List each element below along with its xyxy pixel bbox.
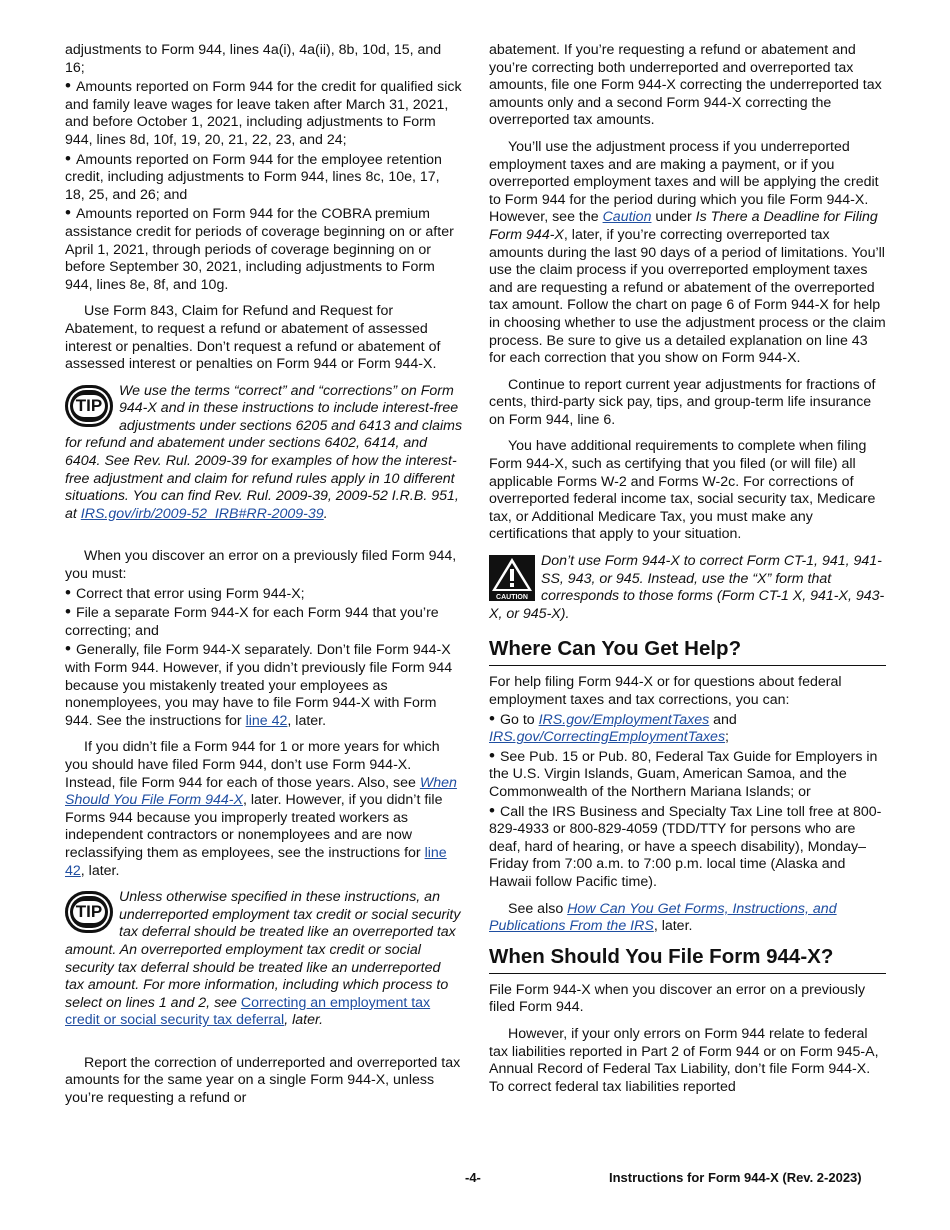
caution-icon (489, 555, 535, 601)
correcting-credit-link[interactable]: Correcting an employment tax credit or social security tax deferral (65, 994, 431, 1029)
tip-icon: TIP (65, 891, 113, 933)
caution-text: Don’t use Form 944-X to correct Form CT-1, 941, 941-SS, 943, or 945. Instead, use the “X” form that corresponds to those forms (Form CT-1 X, 941-X, 943-X, or 945-X). (489, 553, 885, 622)
adjustment-paragraph: You’ll use the adjustment process if you underreported employment taxes and are making a payment, or if you overreported employment taxes and will be applying the credit to Form 944 for the period during which you file Form 944-X. However, see the Caution under Is There a Deadline for Filing Form 944-X, later, if you’re correcting overreported tax amounts during the last 90 days of a period of limitations. You’ll use the claim process if you overreported employment taxes and are requesting a refund or abatement of the overreported tax amount. Follow the chart on page 6 of Form 944-X for help in choosing whether to use the adjustment process or the claim process. Be sure to give us a detailed explanation on line 43 for each correction that you show on Form 944-X. (489, 138, 886, 367)
form-843-paragraph: Use Form 843, Claim for Refund and Request for Abatement, to request a refund or abatement of assessed interest or penalties. Don’t request a refund or abatement of assessed interest or penalties on Form 944 or Form 944-X. (65, 303, 441, 373)
discover-intro: When you discover an error on a previously filed Form 944, you must: (65, 548, 457, 583)
however-paragraph: However, if your only errors on Form 944 relate to federal tax liabilities reported in Part 2 of Form 944 or on Form 945-A, Annual Record of Federal Tax Liability, don’t file Form 944-X. To correct federal tax liabilities reported (489, 1025, 879, 1095)
bullet-continuation: adjustments to Form 944, lines 4a(i), 4a(ii), 8b, 10d, 15, and 16; (65, 42, 442, 76)
employment-taxes-link[interactable]: IRS.gov/EmploymentTaxes (538, 711, 710, 728)
when-paragraph: File Form 944-X when you discover an error on a previously filed Form 944. (489, 981, 866, 1016)
irb-link[interactable]: IRS.gov/irb/2009-52_IRB#RR-2009-39 (80, 505, 324, 522)
see-also-paragraph: See also How Can You Get Forms, Instructions, and Publications From the IRS, later. (489, 900, 837, 935)
no-file-paragraph: If you didn’t file a Form 944 for 1 or more years for which you should have filed Form 944, don’t use Form 944-X. Instead, file Form 944 for each of those years. Also, see When Should You File Form 944-X, later. However, if you didn’t file Forms 944 because you improperly treated workers as independent contractors or nonemployees and are now reclassifying them as employees, see the instructions for line 42, later. (65, 739, 457, 879)
when-heading: When Should You File Form 944-X? (489, 945, 886, 974)
help-bullet-1: • Go to IRS.gov/EmploymentTaxes and IRS.gov/CorrectingEmploymentTaxes; (489, 710, 886, 747)
continue-paragraph: Continue to report current year adjustments for fractions of cents, third-party sick pay, tips, and group-term life insurance on Form 944, line 6. (489, 376, 876, 428)
caution-link[interactable]: Caution (602, 209, 652, 226)
tip-icon: TIP (65, 385, 113, 427)
line-42-link[interactable]: line 42 (245, 712, 288, 729)
tip-note-1: TIP We use the terms “correct” and “corrections” on Form 944-X and in these instructions to include interest-free adjustments under sections 6205 and 6413 and claims for refund and abatement under sections 6402, 6414, and 6404. See Rev. Rul. 2009-39 for examples of how the interest-free adjustment and claim for refund rules apply in 10 different situations. You can find Rev. Rul. 2009-39, 2009-52 I.R.B. 951, at IRS.gov/irb/2009-52_IRB#RR-2009-39. (65, 382, 463, 522)
help-heading: Where Can You Get Help? (489, 637, 886, 666)
help-bullet-2: • See Pub. 15 or Pub. 80, Federal Tax Guide for Employers in the U.S. Virgin Islands, Guam, American Samoa, and the Commonwealth of the Northern Mariana Islands; or (489, 747, 886, 802)
when-file-link[interactable]: When Should You File Form 944-X (65, 774, 457, 809)
discover-bullet-3: • Generally, file Form 944-X separately. Don’t file Form 944-X with Form 944. However, if you didn’t previously file Form 944 because you mistakenly treated your employees as nonemployees, you may have to file Form 944-X with Form 944. See the instructions for line 42, later. (65, 640, 463, 730)
abatement-continuation: abatement. If you’re requesting a refund or abatement and you’re correcting both underreported and overreported tax amounts, file one Form 944-X correcting the underreported tax amounts only and a second Form 944-X correcting the overreported tax amounts. (489, 42, 882, 129)
svg-text:CAUTION: CAUTION (496, 594, 528, 602)
tip-text: Unless otherwise specified in these instructions, an underreported employment tax credit or social security tax deferral should be treated like an overreported tax amount. An overreported employment tax credit or social security tax deferral should be treated like an underreported tax amount. For more information, including which process to select on lines 1 and 2, see (65, 889, 461, 1011)
discover-bullet-1: • Correct that error using Form 944-X; (65, 584, 463, 604)
tip-note-2: TIP Unless otherwise specified in these instructions, an underreported employment tax credit or social security tax deferral should be treated like an overreported tax amount. An overreported employment tax credit or social security tax deferral should be treated like an underreported tax amount. For more information, including which process to select on lines 1 and 2, see Correcting an employment tax credit or social security tax deferral, later. (65, 889, 461, 1029)
report-paragraph: Report the correction of underreported and overreported tax amounts for the same year on a single Form 944-X, unless you’re requesting a refund or (65, 1054, 461, 1107)
help-intro: For help filing Form 944-X or for questions about federal employment taxes and tax corrections, you can: (489, 674, 842, 708)
bullet-retention: • Amounts reported on Form 944 for the employee retention credit, including adjustments to Form 944, lines 8c, 10e, 17, 18, 25, and 26; and (65, 150, 463, 205)
additional-requirements-paragraph: You have additional requirements to complete when filing Form 944-X, such as certifying that you filed (or will file) all applicable Forms W-2 and Forms W-2c. For corrections of overreported federal income tax, social security tax, Medicare tax, or Additional Medicare Tax, you must make any certifications that apply to your situation. (489, 438, 876, 543)
right-column (489, 42, 886, 1105)
forms-publications-link[interactable]: How Can You Get Forms, Instructions, and Publications From the IRS (489, 900, 837, 935)
correcting-employment-taxes-link[interactable]: IRS.gov/CorrectingEmploymentTaxes (489, 729, 726, 746)
document-title: Instructions for Form 944-X (Rev. 2-2023) (609, 1170, 862, 1185)
discover-bullet-2: • File a separate Form 944-X for each Form 944 that you’re correcting; and (65, 603, 463, 640)
help-bullet-3: • Call the IRS Business and Specialty Tax Line toll free at 800-829-4933 or 800-829-4059 (TDD/TTY for persons who are deaf, hard of hearing, or have a speech disability), Monday–Friday from 7:00 a.m. to 7:00 p.m. local time (Alaska and Hawaii follow Pacific time). (489, 802, 886, 892)
tip-text: We use the terms “correct” and “corrections” on Form 944-X and in these instructions to include interest-free adjustments under sections 6205 and 6413 and claims for refund and abatement under sections 6402, 6414, and 6404. See Rev. Rul. 2009-39 for examples of how the interest-free adjustment and claim for refund rules apply in 10 different situations. You can find Rev. Rul. 2009-39, 2009-52 I.R.B. 951, at (65, 382, 463, 522)
caution-note (489, 553, 886, 623)
bullet-cobra: • Amounts reported on Form 944 for the COBRA premium assistance credit for periods of coverage beginning on or after April 1, 2021, through periods of coverage beginning on or before September 30, 2021, including adjustments to Form 944, lines 8e, 8f, and 10g. (65, 204, 463, 294)
page-number: -4- (465, 1170, 481, 1185)
bullet-sick-leave: • Amounts reported on Form 944 for the credit for qualified sick and family leave wages for leave taken after March 31, 2021, and before October 1, 2021, including adjustments to Form 944, lines 8d, 10f, 19, 20, 21, 22, 23, and 24; (65, 77, 463, 149)
line-42-link-2[interactable]: line 42 (65, 844, 447, 879)
left-column (65, 42, 463, 1117)
